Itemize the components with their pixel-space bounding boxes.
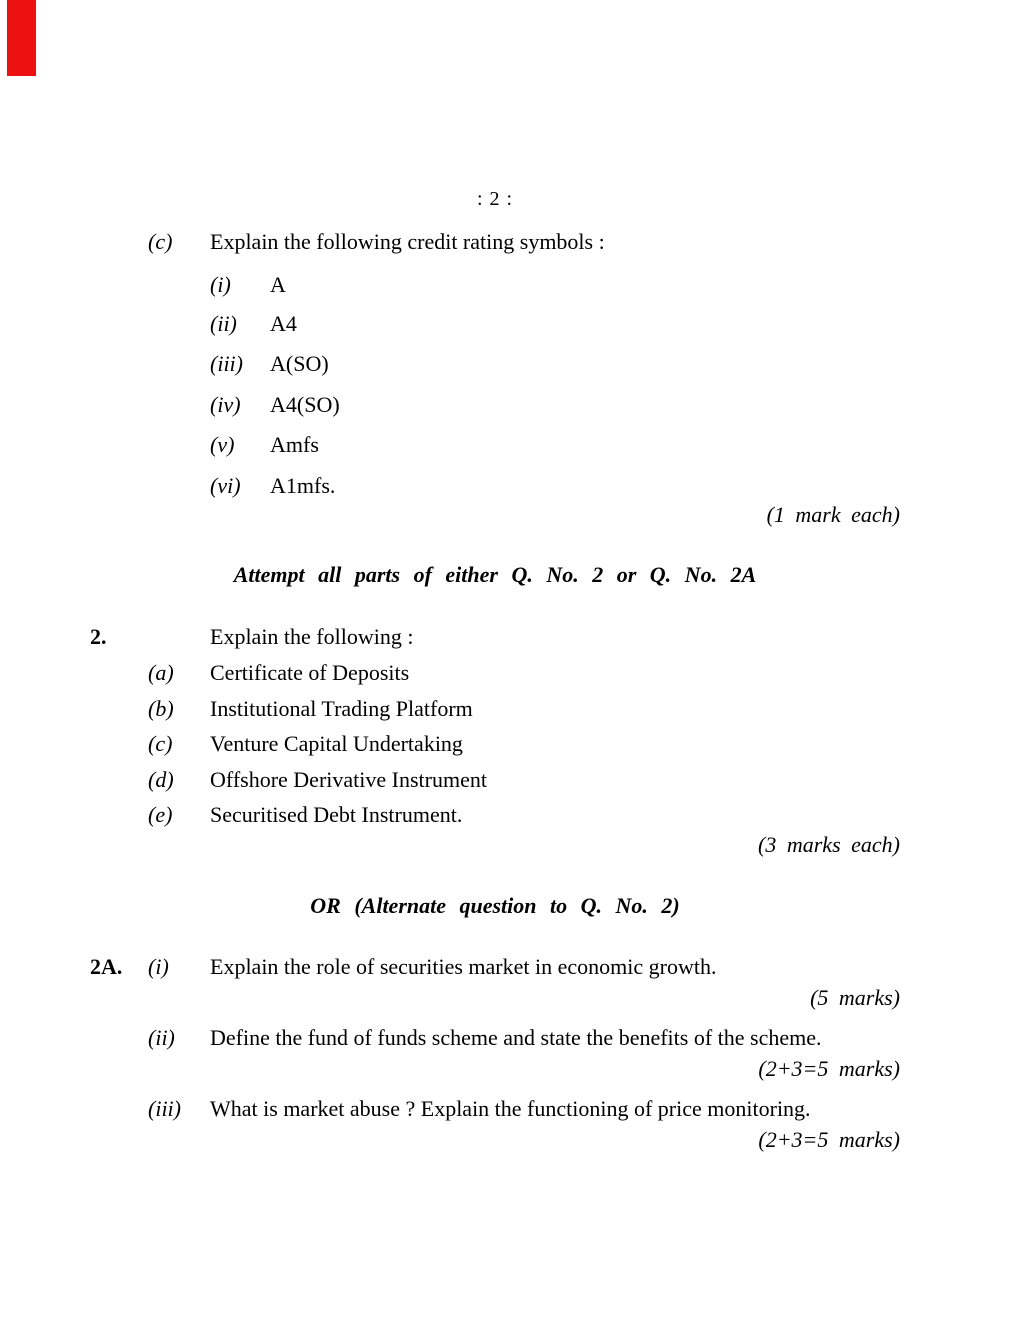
item-value: Securitised Debt Instrument. [210, 802, 463, 827]
part-label: (c) [148, 229, 173, 254]
item-number: (i) [210, 272, 231, 297]
list-item [0, 767, 1020, 797]
question-2a-part [0, 1096, 1020, 1126]
list-item [0, 660, 1020, 690]
or-heading: OR (Alternate question to Q. No. 2) [310, 893, 680, 918]
marks-text: (5 marks) [810, 985, 900, 1010]
marks-text: (3 marks each) [758, 832, 900, 857]
item-value: A(SO) [270, 351, 329, 376]
question-2a-part [0, 1025, 1020, 1055]
marks-text: (1 mark each) [766, 502, 900, 527]
item-value: A1mfs. [270, 473, 336, 498]
question-number: 2. [90, 624, 107, 649]
marks-note [0, 985, 1020, 1015]
list-item [0, 392, 1020, 422]
item-value: A4 [270, 311, 297, 336]
marks-note [0, 832, 1020, 862]
item-number: (iii) [210, 351, 243, 376]
marks-note [0, 502, 1020, 532]
item-value: A4(SO) [270, 392, 340, 417]
instruction-heading: Attempt all parts of either Q. No. 2 or Q. No. 2A [233, 562, 757, 587]
item-value: Certificate of Deposits [210, 660, 410, 685]
list-item [0, 731, 1020, 761]
list-item [0, 351, 1020, 381]
marks-note [0, 1056, 1020, 1086]
item-value: Institutional Trading Platform [210, 696, 473, 721]
marks-text: (2+3=5 marks) [758, 1056, 900, 1081]
marks-text: (2+3=5 marks) [758, 1127, 900, 1152]
item-number: (d) [148, 767, 174, 792]
part-text: Explain the role of securities market in economic growth. [210, 954, 717, 979]
item-number: (v) [210, 432, 235, 457]
part-number: (ii) [148, 1025, 175, 1050]
item-number: (iv) [210, 392, 241, 417]
item-value: A [270, 272, 286, 297]
page-number: : 2 : [476, 188, 514, 210]
question-2a-part [0, 954, 1020, 984]
item-number: (b) [148, 696, 174, 721]
red-edge-mark [7, 0, 36, 76]
question-number: 2A. [90, 954, 123, 979]
part-number: (i) [148, 954, 169, 979]
item-number: (e) [148, 802, 173, 827]
list-item [0, 272, 1020, 302]
question-text: Explain the following : [210, 624, 414, 649]
marks-note [0, 1127, 1020, 1157]
part-text: Define the fund of funds scheme and state the benefits of the scheme. [210, 1025, 822, 1050]
item-value: Venture Capital Undertaking [210, 731, 463, 756]
list-item [0, 696, 1020, 726]
item-number: (c) [148, 731, 173, 756]
item-number: (vi) [210, 473, 241, 498]
part-text: What is market abuse ? Explain the functioning of price monitoring. [210, 1096, 811, 1121]
question-1c [0, 229, 1020, 259]
item-number: (a) [148, 660, 174, 685]
item-number: (ii) [210, 311, 237, 336]
list-item [0, 802, 1020, 832]
list-item [0, 432, 1020, 462]
item-value: Amfs [270, 432, 319, 457]
item-value: Offshore Derivative Instrument [210, 767, 487, 792]
part-text: Explain the following credit rating symbols : [210, 229, 605, 254]
question-2 [0, 624, 1020, 654]
list-item [0, 311, 1020, 341]
part-number: (iii) [148, 1096, 181, 1121]
list-item [0, 473, 1020, 503]
